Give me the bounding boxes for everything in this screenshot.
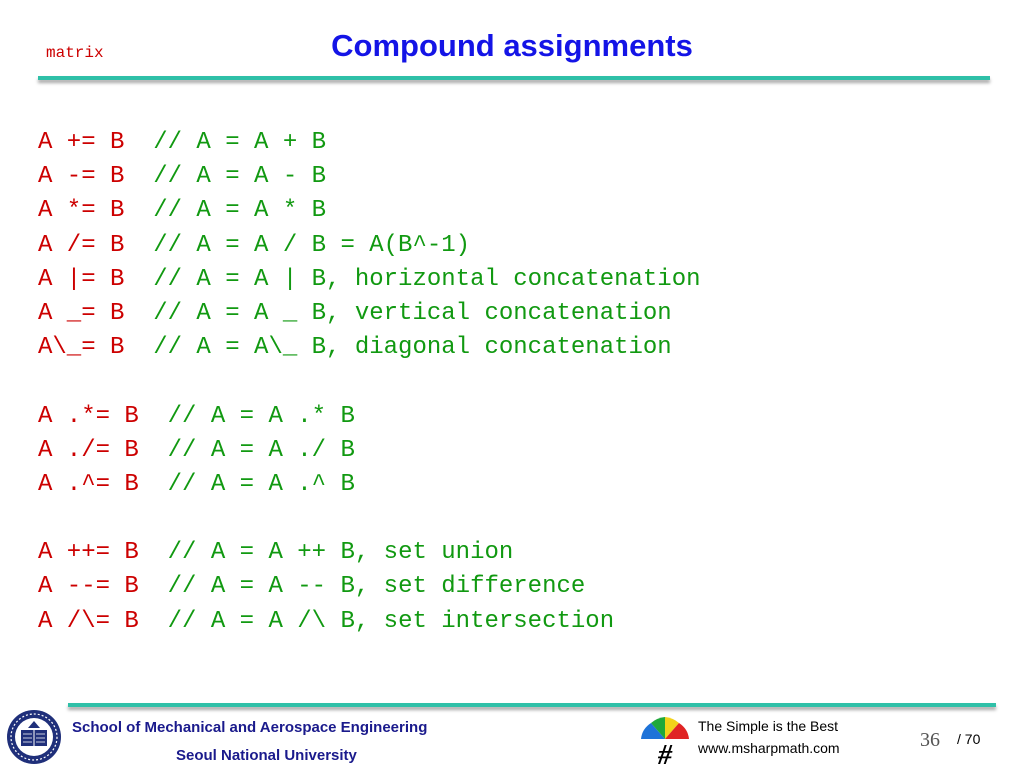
university-seal-icon (4, 708, 64, 766)
school-name: School of Mechanical and Aerospace Engineering (72, 719, 428, 736)
code-operation: A\_= B (38, 334, 154, 362)
page-total: / 70 (957, 731, 981, 747)
blank-line (38, 365, 701, 399)
header-divider (38, 76, 990, 80)
code-comment: // A = A ./ B (167, 436, 355, 464)
code-operation: A |= B (38, 265, 154, 293)
code-operation: A += B (38, 129, 154, 156)
code-line (38, 194, 701, 228)
code-line (38, 160, 701, 194)
code-operation: A .^= B (38, 470, 168, 498)
code-line (38, 331, 701, 365)
code-line (38, 297, 701, 331)
page-number: 36 (920, 729, 940, 751)
code-operation: A ./= B (38, 436, 168, 464)
code-comment: // A = A - B (153, 163, 327, 191)
code-line (38, 229, 701, 263)
university-name: Seoul National University (176, 747, 357, 764)
code-line (38, 605, 701, 639)
code-comment: // A = A ++ B, set union (167, 539, 514, 567)
code-comment: // A = A / B = A(B^-1) (153, 231, 471, 259)
code-comment: // A = A | B, horizontal concatenation (153, 265, 701, 293)
code-comment: // A = A -- B, set difference (167, 573, 586, 601)
code-comment: // A = A * B (153, 197, 327, 225)
blank-line (38, 502, 701, 536)
code-comment: // A = A .^ B (167, 470, 355, 498)
code-line (38, 536, 701, 570)
website-link[interactable]: www.msharpmath.com (698, 740, 840, 756)
slide-title: Compound assignments (331, 28, 693, 63)
code-operation: A ++= B (38, 539, 168, 567)
motto-text: The Simple is the Best (698, 718, 839, 734)
code-comment: // A = A\_ B, diagonal concatenation (153, 334, 672, 362)
code-line (38, 263, 701, 297)
code-line (38, 468, 701, 502)
code-line (38, 400, 701, 434)
code-operation: A _= B (38, 299, 154, 327)
svg-text:#: # (658, 740, 672, 766)
code-block (38, 126, 701, 639)
code-comment: // A = A /\ B, set intersection (167, 607, 615, 635)
umbrella-logo-icon (638, 714, 692, 766)
code-line (38, 434, 701, 468)
code-comment: // A = A + B (153, 129, 327, 156)
code-operation: A --= B (38, 573, 168, 601)
code-comment: // A = A .* B (167, 402, 355, 430)
section-tag: matrix (46, 44, 104, 62)
code-line (38, 126, 701, 160)
code-comment: // A = A _ B, vertical concatenation (153, 299, 672, 327)
footer-divider (68, 703, 996, 707)
code-line (38, 570, 701, 604)
code-operation: A .*= B (38, 402, 168, 430)
code-operation: A /\= B (38, 607, 168, 635)
code-operation: A -= B (38, 163, 154, 191)
code-operation: A /= B (38, 231, 154, 259)
code-operation: A *= B (38, 197, 154, 225)
